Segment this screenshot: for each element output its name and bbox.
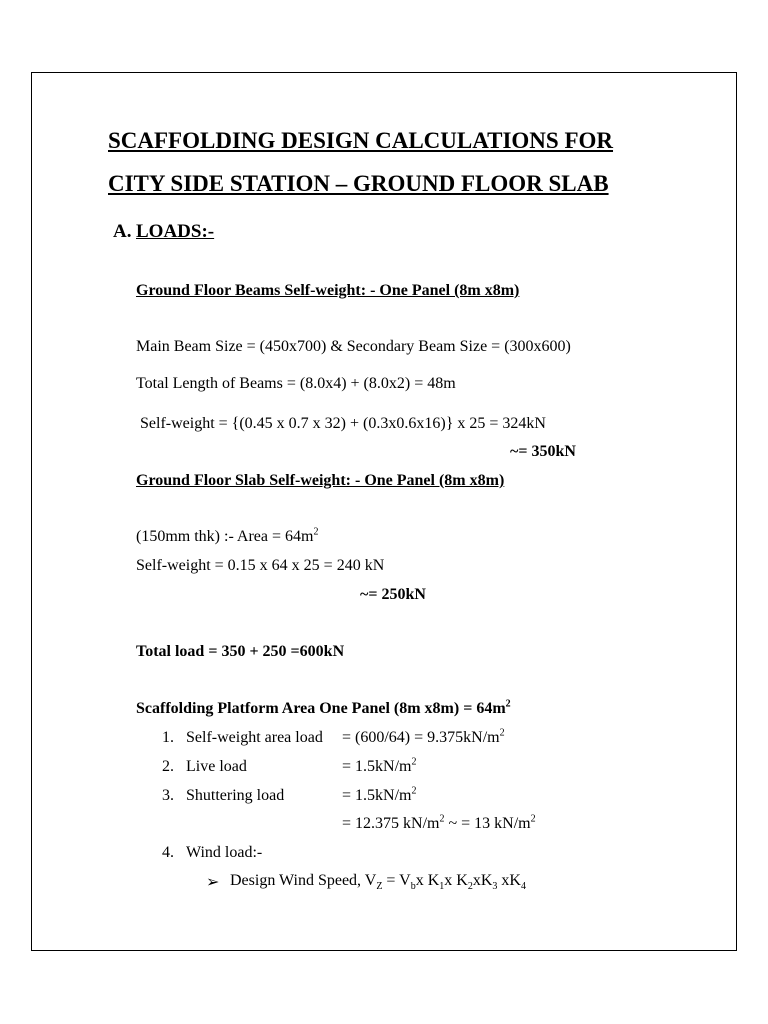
slab-selfweight-approx: ~= 250kN <box>360 586 426 603</box>
design-wind-speed-line: Design Wind Speed, $V_Z = V_bx$ $K_1x$ $K_2xK_3$ $xK_4$ <box>230 872 526 893</box>
list-item-number: 4. <box>162 844 174 861</box>
list-item-label: Self-weight area load <box>186 729 323 746</box>
wind-load-label: Wind load:- <box>186 844 263 861</box>
slab-selfweight-line: Self-weight = 0.15 x 64 x 25 = 240 kN <box>136 557 385 574</box>
beam-selfweight-approx: ~= 350kN <box>510 443 576 460</box>
section-a-marker: A. <box>113 221 132 242</box>
slab-area-line: (150mm thk) :- Area = $64m^2$ <box>136 526 319 545</box>
beam-length-line: Total Length of Beams = (8.0x4) + (8.0x2) = 48m <box>136 375 456 392</box>
document-title-line-2: CITY SIDE STATION – GROUND FLOOR SLAB <box>108 171 609 196</box>
beams-heading: Ground Floor Beams Self-weight: - One Panel (8m x8m) <box>136 282 520 299</box>
list-item-label: Shuttering load <box>186 787 285 804</box>
total-area-load-line: = 12.375 $kN/m^2$ ~ = 13 $kN/m^2$ <box>342 813 536 832</box>
beam-size-line: Main Beam Size = (450x700) & Secondary Beam Size = (300x600) <box>136 338 571 355</box>
list-item-value: = $1.5kN/m^2$ <box>342 756 417 775</box>
slab-heading: Ground Floor Slab Self-weight: - One Panel (8m x8m) <box>136 472 505 489</box>
total-load-line: Total load = 350 + 250 =600kN <box>136 643 345 660</box>
list-item-label: Live load <box>186 758 247 775</box>
list-item-number: 3. <box>162 787 174 804</box>
list-item-number: 1. <box>162 729 174 746</box>
beam-selfweight-line: Self-weight = {(0.45 x 0.7 x 32) + (0.3x0.6x16)} x 25 = 324kN <box>140 415 546 432</box>
list-item-value: = $(600/64) = 9.375kN/m^2$ <box>342 727 505 746</box>
section-a-heading: LOADS:- <box>136 221 215 242</box>
list-item-number: 2. <box>162 758 174 775</box>
platform-heading: Scaffolding Platform Area One Panel (8m $x8m) = 64m^2$ <box>136 698 511 717</box>
arrow-bullet-icon: ➢ <box>206 874 220 891</box>
document-title-line-1: SCAFFOLDING DESIGN CALCULATIONS FOR <box>108 128 614 153</box>
list-item-value: = $1.5kN/m^2$ <box>342 785 417 804</box>
